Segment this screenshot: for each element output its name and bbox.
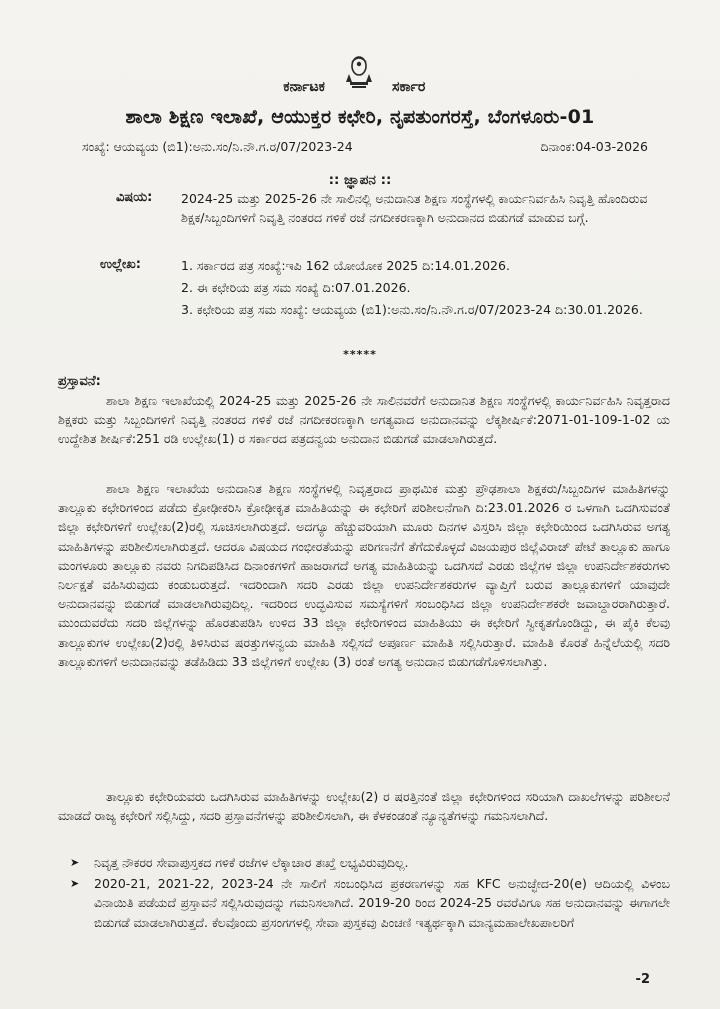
paragraph-1: ಶಾಲಾ ಶಿಕ್ಷಣ ಇಲಾಖೆಯಲ್ಲಿ 2024-25 ಮತ್ತು 2025-26 ನೇ ಸಾಲಿನವರೆಗೆ ಅನುದಾನಿತ ಶಿಕ್ಷಣ ಸಂಸ್ಥೆಗಳಲ್ಲಿ ಕಾರ್ಯನಿರ್ವಹಿಸಿ ನಿವೃತ್ತರಾದ ಶಿಕ್ಷಕರು ಮತ್ತು ಸಿಬ್ಬಂದಿಗಳಿಗೆ ನಿವೃತ್ತಿ ನಂತರದ ಗಳಿಕೆ ರಜೆ ನಗದೀಕರಣಕ್ಕಾಗಿ ಅಗತ್ಯವಾದ ಅನುದಾನವನ್ನು ಲೆಕ್ಕಶೀರ್ಷಿಕೆ:2071-01-109-1-02 ಯ ಉದ್ದೇಶಿತ ಶೀರ್ಷಿಕೆ:251 ರಡಿ ಉಲ್ಲೇಖ(1) ರ ಸರ್ಕಾರದ ಪತ್ರದನ್ವಯ ಅನುದಾನ ಬಿಡುಗಡೆ ಮಾಡಲಾಗಿರುತ್ತದೆ. bbox=[58, 393, 670, 447]
arrow-bullet-icon: ➤ bbox=[70, 877, 80, 891]
next-page-number: -2 bbox=[635, 972, 650, 987]
list-item bbox=[70, 853, 670, 872]
preamble-label: ಪ್ರಸ್ತಾವನೆ: bbox=[58, 374, 101, 389]
reference-item: 2. ಈ ಕಛೇರಿಯ ಪತ್ರ ಸಮ ಸಂಖ್ಯೆ ದಿ:07.01.2026. bbox=[181, 280, 411, 295]
references-label: ಉಲ್ಲೇಖ: bbox=[100, 257, 141, 272]
references-list bbox=[181, 257, 661, 323]
arrow-bullet-icon: ➤ bbox=[70, 856, 80, 869]
gov-left-text: ಕರ್ನಾಟಕ bbox=[283, 79, 325, 95]
subject-label: ವಿಷಯ: bbox=[116, 190, 153, 205]
notice-title: :: ಜ್ಞಾಪನ :: bbox=[328, 172, 392, 188]
paragraph-2: ಶಾಲಾ ಶಿಕ್ಷಣ ಇಲಾಖೆಯ ಅನುದಾನಿತ ಶಿಕ್ಷಣ ಸಂಸ್ಥೆಗಳಲ್ಲಿ ನಿವೃತ್ತರಾದ ಪ್ರಾಥಮಿಕ ಮತ್ತು ಪ್ರೌಢಶಾಲಾ ಶಿಕ್ಷಕರು/ಸಿಬ್ಬಂದಿಗಳ ಮಾಹಿತಿಗಳನ್ನು ತಾಲ್ಲೂಕು ಕಛೇರಿಗಳಿಂದ ಪಡೆದು ಕ್ರೋಢೀಕರಿಸಿ ಕ್ರೋಢೀಕೃತ ಮಾಹಿತಿಯನ್ನು ಈ ಕಛೇರಿಗೆ ಪರಿಶೀಲನೆಗಾಗಿ ದಿ:23.01.2026 ರ ಒಳಗಾಗಿ ಒದಗಿಸುವಂತೆ ಜಿಲ್ಲಾ ಕಛೇರಿಗಳಿಗೆ ಉಲ್ಲೇಖ(2)ರಲ್ಲಿ ಸೂಚಿಸಲಾಗಿರುತ್ತದೆ. ಅದಗ್ಯೂ ಹೆಚ್ಚುವರಿಯಾಗಿ ಮೂರು ದಿನಗಳ ವಿಸ್ತರಿಸಿ ಜಿಲ್ಲಾ ಕಛೇರಿಯಿಂದ ಒದಗಿಸಿರುವ ಅಗತ್ಯ ಮಾಹಿತಿಗಳನ್ನು ಪರಿಶೀಲಿಸಲಾಗಿರುತ್ತದೆ. ಆದರೂ ವಿಷಯದ ಗಂಭೀರತೆಯನ್ನು ಪರಿಗಣನೆಗೆ ತೆಗೆದುಕೊಳ್ಳದೆ ವಿಜಯಪುರ ಜಿಲ್ಲೆವಿರಾಜ್ ಪೇಟೆ ತಾಲ್ಲೂಕು ಹಾಗೂ ಮಂಗಳೂರು ತಾಲ್ಲೂಕು ನವರು ನಿಗದಿಪಡಿಸಿದ ದಿನಾಂಕಗಳಿಗೆ ಹಾಜರಾಗದೆ ಅಗತ್ಯ ಮಾಹಿತಿಯನ್ನು ಒದಗಿಸದೆ ಎರಡು ಜಿಲ್ಲೆಗಳ ಜಿಲ್ಲಾ ಉಪನಿರ್ದೇಶಕರುಗಳು ನಿರ್ಲಕ್ಷತೆ ವಹಿಸಿರುವುದು ಕಂಡುಬರುತ್ತದೆ. ಇದರಿಂದಾಗಿ ಸದರಿ ಎರಡು ಜಿಲ್ಲಾ ಉಪನಿರ್ದೇಶಕರುಗಳ ವ್ಯಾಪ್ತಿಗೆ ಬರುವ ತಾಲ್ಲೂಕುಗಳಿಗೆ ಯಾವುದೇ ಅನುದಾನವನ್ನು ಬಿಡುಗಡೆ ಮಾಡಲಾಗಿರುವುದಿಲ್ಲ. ಇದರಿಂದ ಉದ್ಭವಿಸುವ ಸಮಸ್ಯೆಗಳಿಗೆ ಸಂಬಂಧಿಸಿದ ಜಿಲ್ಲಾ ಉಪನಿರ್ದೇಶಕರೇ ಜವಾಬ್ದಾರರಾಗಿರುತ್ತಾರೆ. ಮುಂದುವರೆದು ಸದರಿ ಜಿಲ್ಲೆಗಳನ್ನು ಹೊರತುಪಡಿಸಿ ಉಳಿದ 33 ಜಿಲ್ಲಾ ಕಛೇರಿಗಳಿಂದ ಮಾಹಿತಿಯು ಈ ಕಛೇರಿಗೆ ಸ್ವೀಕೃತಗೊಂಡಿದ್ದು, ಈ ಪೈಕಿ ಕೆಲವು ತಾಲ್ಲೂಕುಗಳ ಉಲ್ಲೇಖ(2)ರಲ್ಲಿ ತಿಳಿಸಿರುವ ಷರತ್ತುಗಳನ್ವಯ ಮಾಹಿತಿ ಸಲ್ಲಿಸದೆ ಅಪೂರ್ಣ ಮಾಹಿತಿ ಸಲ್ಲಿಸಿರುತ್ತಾರೆ. ಮಾಹಿತಿ ಕೊರತೆ ಹಿನ್ನೆಲೆಯಲ್ಲಿ ಸದರಿ ತಾಲ್ಲೂಕುಗಳಿಗೆ ಅನುದಾನವನ್ನು ತಡೆಹಿಡಿದು 33 ಜಿಲ್ಲೆಗಳಿಗೆ ಉಲ್ಲೇಖ (3) ರಂತೆ ಅಗತ್ಯ ಅನುದಾನ ಬಿಡುಗಡೆಗೊಳಿಸಲಾಗಿತ್ತು. bbox=[58, 481, 670, 669]
reference-item: 3. ಕಛೇರಿಯ ಪತ್ರ ಸಮ ಸಂಖ್ಯೆ: ಆಯವ್ಯಯ (ಬಿ1):ಅನು.ಸಂ/ನಿ.ನೌ.ಗ.ರ/07/2023-24 ದಿ:30.01.2026. bbox=[181, 302, 643, 317]
list-item-text: ನಿವೃತ್ತ ನೌಕರರ ಸೇವಾಪುಸ್ತಕದ ಗಳಿಕೆ ರಜೆಗಳ ಲೆಕ್ಕಾಚಾರ ತಃಖ್ತೆ ಲಭ್ಯವಿರುವುದಿಲ್ಲ. bbox=[94, 855, 409, 870]
list-item bbox=[70, 874, 670, 932]
observations-list bbox=[70, 853, 670, 934]
office-heading: ಶಾಲಾ ಶಿಕ್ಷಣ ಇಲಾಖೆ, ಆಯುಕ್ತರ ಕಛೇರಿ, ನೃಪತುಂಗರಸ್ತೆ, ಬೆಂಗಳೂರು-01 bbox=[125, 106, 595, 128]
subject-text: 2024-25 ಮತ್ತು 2025-26 ನೇ ಸಾಲಿನಲ್ಲಿ ಅನುದಾನಿತ ಶಿಕ್ಷಣ ಸಂಸ್ಥೆಗಳಲ್ಲಿ ಕಾರ್ಯನಿರ್ವಹಿಸಿ ನಿವೃತ್ತಿ ಹೊಂದಿರುವ ಶಿಕ್ಷಕ/ಸಿಬ್ಬಂದಿಗಳಿಗೆ ನಿವೃತ್ತಿ ನಂತರದ ಗಳಿಕೆ ರಜೆ ನಗದೀಕರಣಕ್ಕಾಗಿ ಅನುದಾನದ ಬಿಡುಗಡೆ ಮಾಡುವ ಬಗ್ಗೆ. bbox=[181, 191, 648, 225]
reference-item: 1. ಸರ್ಕಾರದ ಪತ್ರ ಸಂಖ್ಯೆ:ಇಪಿ 162 ಯೋಯೋಕ 2025 ದಿ:14.01.2026. bbox=[181, 258, 510, 273]
reference-number: ಸಂಖ್ಯೆ: ಆಯವ್ಯಯ (ಬಿ1):ಅನು.ಸಂ/ನಿ.ನೌ.ಗ.ರ/07/2023-24 bbox=[82, 139, 353, 154]
state-emblem-icon bbox=[342, 52, 376, 92]
document-date: ದಿನಾಂಕ:04-03-2026 bbox=[540, 139, 648, 154]
gov-right-text: ಸರ್ಕಾರ bbox=[392, 79, 426, 95]
separator-stars: ***** bbox=[343, 348, 377, 361]
list-item-text: 2020-21, 2021-22, 2023-24 ನೇ ಸಾಲಿಗೆ ಸಂಬಂಧಿಸಿದ ಪ್ರಕರಣಗಳನ್ನು ಸಹ KFC ಅನುಚ್ಛೇದ-20(e) ಆದಿಯಲ್ಲಿ ವಿಳಂಬ ವಿನಾಯಿತಿ ಪಡೆಯದೆ ಪ್ರಸ್ತಾವನೆ ಸಲ್ಲಿಸಿರುವುದನ್ನು ಗಮನಿಸಲಾಗಿದೆ. 2019-20 ರಿಂದ 2024-25 ರವರೆವಿಗೂ ಸಹ ಅನುದಾನವನ್ನು ಈಗಾಗಲೇ ಬಿಡುಗಡೆ ಮಾಡಲಾಗಿರುತ್ತದೆ. ಕೆಲವೊಂದು ಪ್ರಸಂಗಗಳಲ್ಲಿ ಸೇವಾ ಪುಸ್ತಕವು ಪಿಂಚಣಿ ಇತ್ಯರ್ಥಕ್ಕಾಗಿ ಮಾನ್ಯಮಹಾಲೇಖಪಾಲರಿಗೆ bbox=[94, 876, 670, 930]
paragraph-3: ತಾಲ್ಲೂಕು ಕಛೇರಿಯವರು ಒದಗಿಸಿರುವ ಮಾಹಿತಿಗಳನ್ನು ಉಲ್ಲೇಖ(2) ರ ಷರತ್ತಿನಂತೆ ಜಿಲ್ಲಾ ಕಛೇರಿಗಳಿಂದ ಸರಿಯಾಗಿ ದಾಖಲೆಗಳನ್ನು ಪರಿಶೀಲನೆ ಮಾಡದೆ ರಾಜ್ಯ ಕಛೇರಿಗೆ ಸಲ್ಲಿಸಿದ್ದು, ಸದರಿ ಪ್ರಸ್ತಾವನೆಗಳನ್ನು ಪರಿಶೀಲಿಸಲಾಗಿ, ಈ ಕೆಳಕಂಡಂತೆ ನ್ಯೂನ್ಯತೆಗಳನ್ನು ಗಮನಿಸಲಾಗಿದೆ. bbox=[58, 789, 670, 824]
